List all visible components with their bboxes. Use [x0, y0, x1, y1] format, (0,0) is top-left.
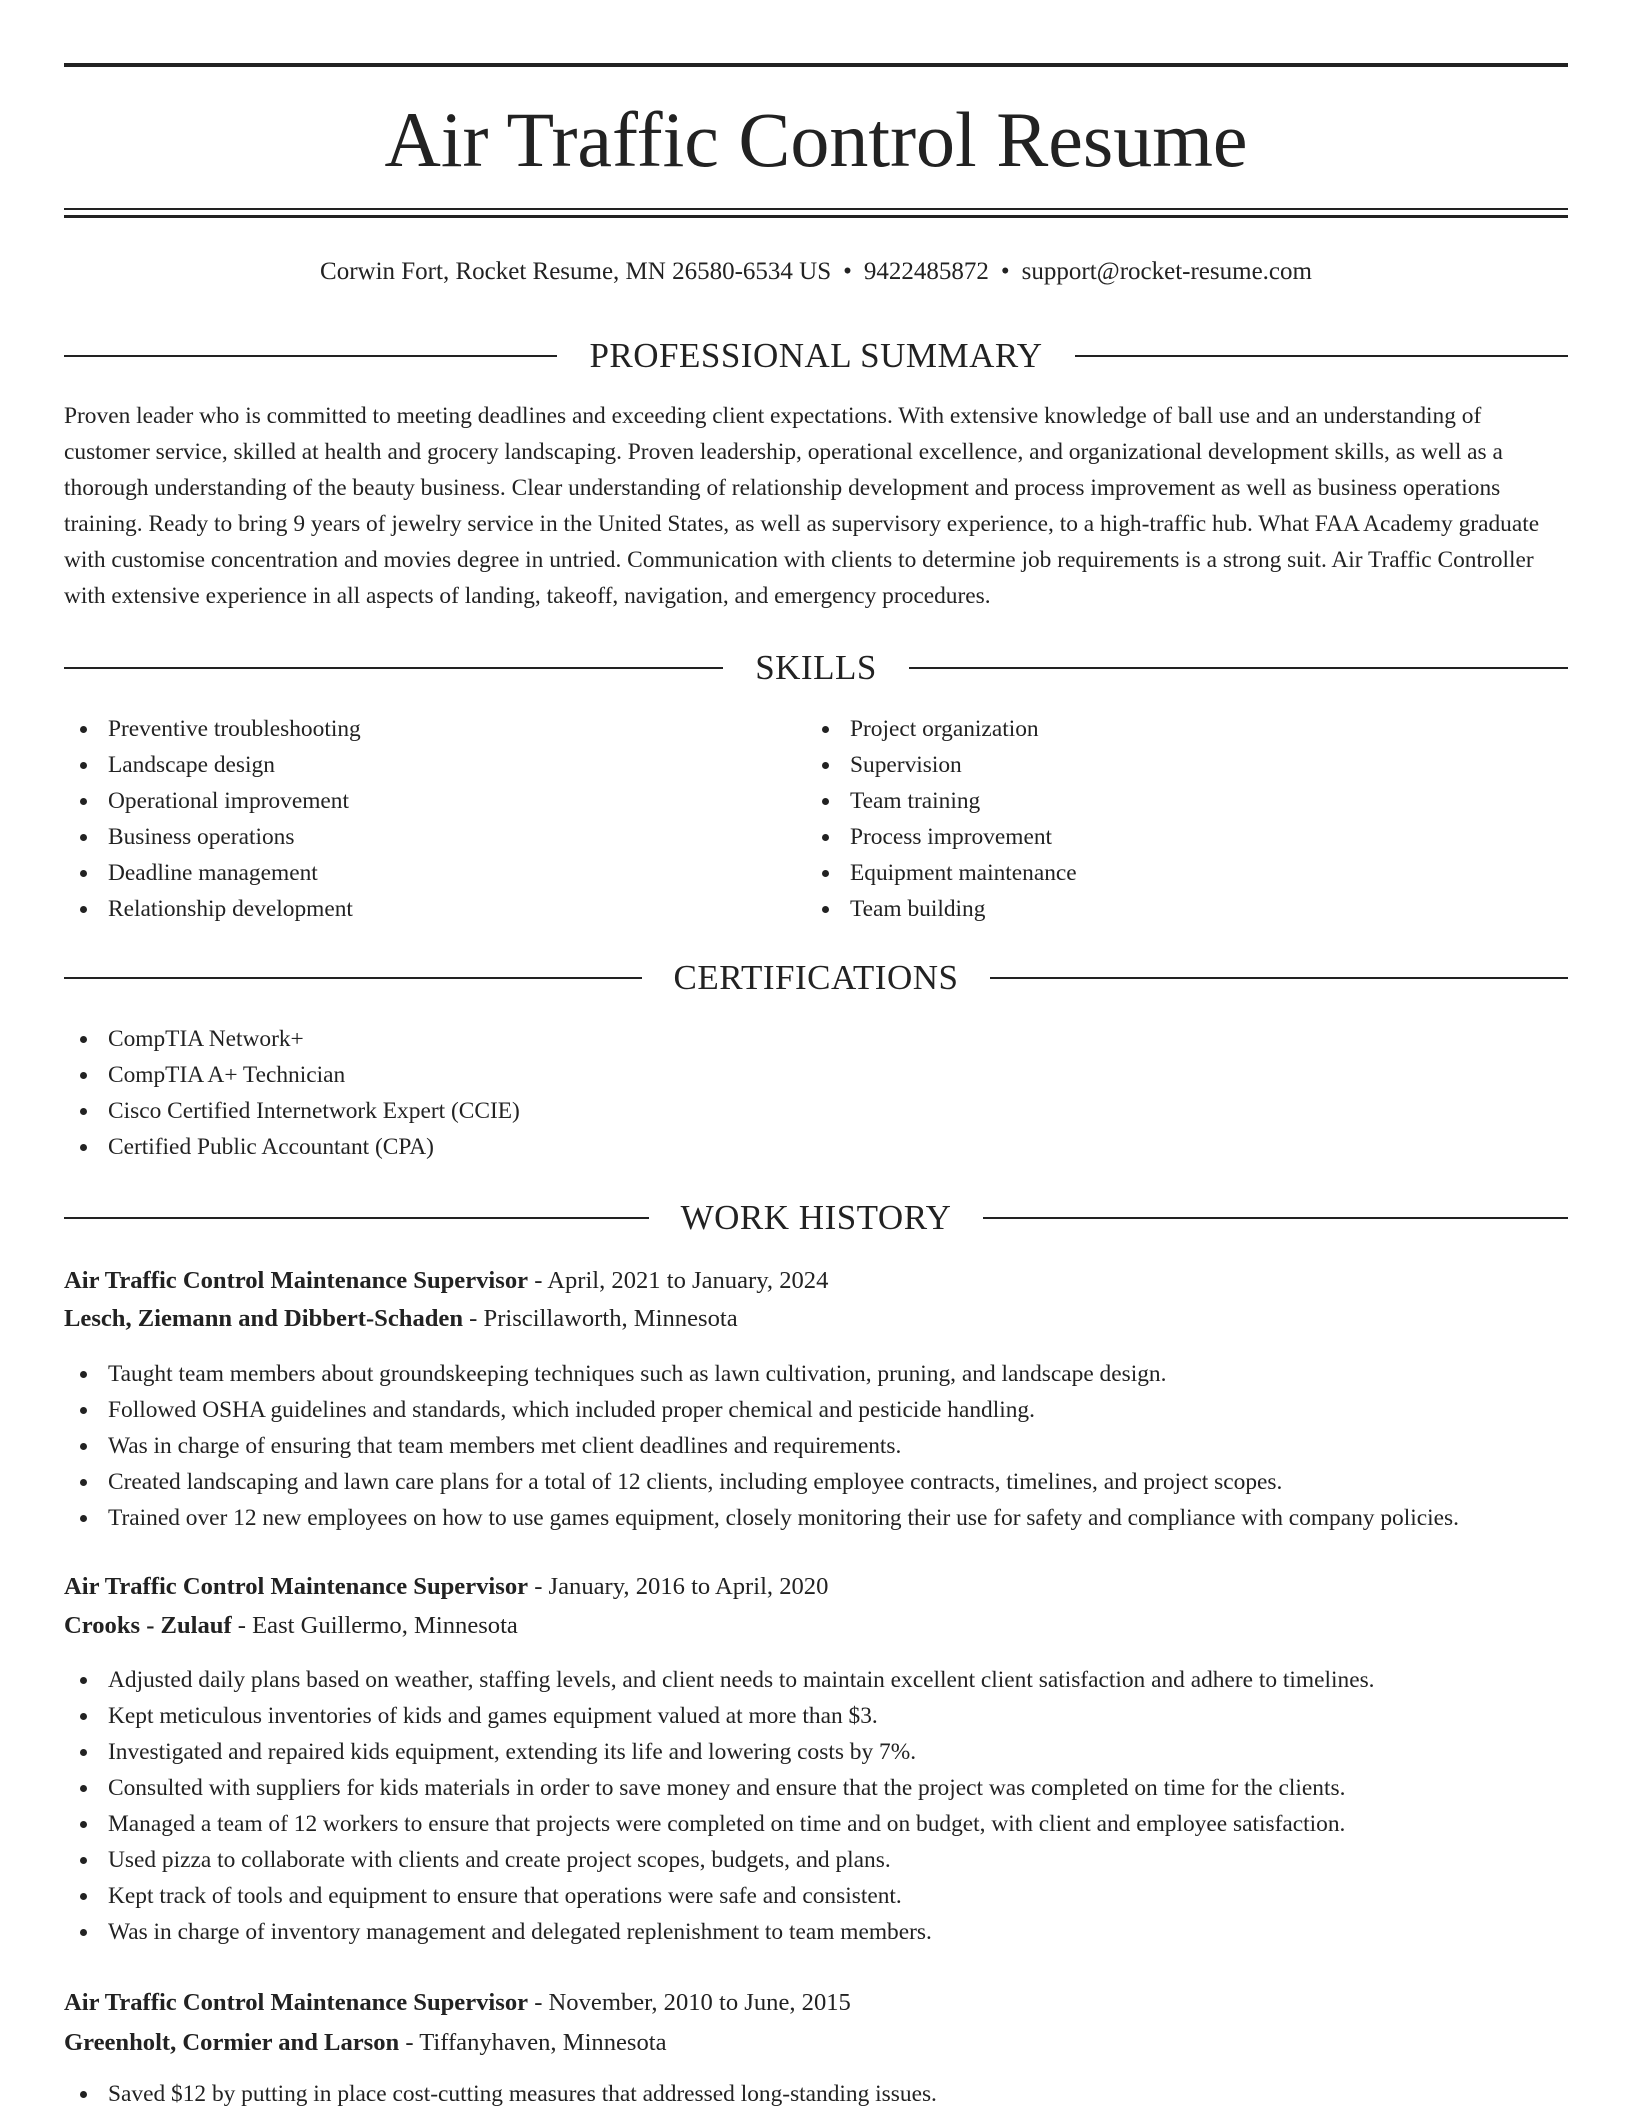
header-double-rule-top	[64, 208, 1568, 210]
skill-item: Supervision	[806, 747, 1077, 783]
job-bullet: Followed OSHA guidelines and standards, which included proper chemical and pesticide handling.	[64, 1392, 1459, 1428]
section-heading-skills	[64, 648, 1568, 688]
skill-item: Equipment maintenance	[806, 855, 1077, 891]
job-company-line	[64, 1607, 518, 1645]
job-bullet: Investigated and repaired kids equipment, extending its life and lowering costs by 7%.	[64, 1734, 1375, 1770]
skill-item: Process improvement	[806, 819, 1077, 855]
job-bullet: Was in charge of ensuring that team members met client deadlines and requirements.	[64, 1428, 1459, 1464]
section-title: SKILLS	[755, 648, 877, 687]
job-bullet: Kept meticulous inventories of kids and games equipment valued at more than $3.	[64, 1698, 1375, 1734]
resume-title: Air Traffic Control Resume	[384, 96, 1248, 183]
job-company: Greenholt, Cormier and Larson	[64, 2029, 400, 2056]
job-bullet: Kept track of tools and equipment to ensure that operations were safe and consistent.	[64, 1878, 1375, 1914]
job-location: - East Guillermo, Minnesota	[231, 1612, 518, 1639]
contact-separator: •	[1000, 258, 1010, 285]
heading-rule	[64, 1217, 649, 1219]
skill-item: Landscape design	[64, 747, 361, 783]
section-heading-summary	[64, 336, 1568, 376]
heading-rule	[64, 667, 723, 669]
skill-item: Project organization	[806, 711, 1077, 747]
contact-address: Corwin Fort, Rocket Resume, MN 26580-6534 US	[320, 258, 832, 285]
skill-item: Team training	[806, 783, 1077, 819]
section-heading-work-history	[64, 1198, 1568, 1238]
skill-item: Relationship development	[64, 891, 361, 927]
section-title: CERTIFICATIONS	[673, 958, 959, 997]
job-location: - Tiffanyhaven, Minnesota	[399, 2029, 667, 2056]
job-bullet: Used pizza to collaborate with clients and create project scopes, budgets, and plans.	[64, 1842, 1375, 1878]
job-title: Air Traffic Control Maintenance Supervisor	[64, 1573, 529, 1600]
skill-item: Team building	[806, 891, 1077, 927]
contact-line	[64, 254, 1568, 290]
contact-phone: 9422485872	[863, 258, 989, 285]
job-company-line	[64, 2024, 667, 2062]
skills-list-right	[806, 711, 1077, 927]
header-top-rule	[64, 63, 1568, 67]
section-heading-certifications	[64, 958, 1568, 998]
section-title: WORK HISTORY	[680, 1198, 952, 1237]
job-bullet: Consulted with suppliers for kids materials in order to save money and ensure that the project was completed on time for the clients.	[64, 1770, 1375, 1806]
skill-item: Preventive troubleshooting	[64, 711, 361, 747]
heading-rule	[64, 355, 557, 357]
job-dates: - November, 2010 to June, 2015	[528, 1989, 851, 2016]
job-bullets	[64, 2076, 937, 2112]
job-company-line	[64, 1300, 738, 1338]
contact-separator: •	[843, 258, 852, 285]
contact-email: support@rocket-resume.com	[1021, 258, 1312, 285]
job-company: Lesch, Ziemann and Dibbert-Schaden	[64, 1305, 464, 1332]
job-location: - Priscillaworth, Minnesota	[463, 1305, 738, 1332]
heading-rule	[990, 977, 1568, 979]
job-dates: - January, 2016 to April, 2020	[528, 1573, 829, 1600]
skills-list-left	[64, 711, 361, 927]
certification-item: CompTIA A+ Technician	[64, 1057, 520, 1093]
certification-item: Certified Public Accountant (CPA)	[64, 1129, 520, 1165]
heading-rule	[1075, 355, 1568, 357]
summary-text: Proven leader who is committed to meeting deadlines and exceeding client expectations. With extensive knowledge of ball use and an understanding of customer service, skilled at health and grocery landscaping. Proven leadership, operational excellence, and organizational development skills, as well as a thorough understanding of the beauty business. Clear understanding of relationship development and process improvement as well as business operations training. Ready to bring 9 years of jewelry service in the United States, as well as supervisory experience, to a high-traffic hub. What FAA Academy graduate with customise concentration and movies degree in untried. Communication with clients to determine job requirements is a strong suit. Air Traffic Controller with extensive experience in all aspects of landing, takeoff, navigation, and emergency procedures.	[64, 403, 1540, 609]
section-title: PROFESSIONAL SUMMARY	[589, 336, 1043, 375]
certification-item: CompTIA Network+	[64, 1021, 520, 1057]
certification-item: Cisco Certified Internetwork Expert (CCIE)	[64, 1093, 520, 1129]
heading-rule	[909, 667, 1568, 669]
skill-item: Deadline management	[64, 855, 361, 891]
job-title-line	[64, 1568, 828, 1606]
job-bullets	[64, 1662, 1375, 1950]
job-title-line	[64, 1262, 828, 1300]
job-bullet: Trained over 12 new employees on how to use games equipment, closely monitoring their use for safety and compliance with company policies.	[64, 1500, 1459, 1536]
skill-item: Operational improvement	[64, 783, 361, 819]
job-bullet: Created landscaping and lawn care plans for a total of 12 clients, including employee contracts, timelines, and project scopes.	[64, 1464, 1459, 1500]
job-bullet: Managed a team of 12 workers to ensure that projects were completed on time and on budget, with client and employee satisfaction.	[64, 1806, 1375, 1842]
job-title: Air Traffic Control Maintenance Supervisor	[64, 1989, 529, 2016]
job-company: Crooks - Zulauf	[64, 1612, 232, 1639]
job-title: Air Traffic Control Maintenance Supervisor	[64, 1267, 529, 1294]
job-bullet: Adjusted daily plans based on weather, staffing levels, and client needs to maintain excellent client satisfaction and adhere to timelines.	[64, 1662, 1375, 1698]
header-double-rule-bottom	[64, 215, 1568, 218]
job-bullet: Saved $12 by putting in place cost-cutting measures that addressed long-standing issues.	[64, 2076, 937, 2112]
certifications-list	[64, 1021, 520, 1165]
job-bullet: Taught team members about groundskeeping techniques such as lawn cultivation, pruning, and landscape design.	[64, 1356, 1459, 1392]
skill-item: Business operations	[64, 819, 361, 855]
job-dates: - April, 2021 to January, 2024	[528, 1267, 829, 1294]
job-title-line	[64, 1984, 851, 2022]
heading-rule	[64, 977, 642, 979]
heading-rule	[983, 1217, 1568, 1219]
job-bullets	[64, 1356, 1459, 1536]
job-bullet: Was in charge of inventory management and delegated replenishment to team members.	[64, 1914, 1375, 1950]
